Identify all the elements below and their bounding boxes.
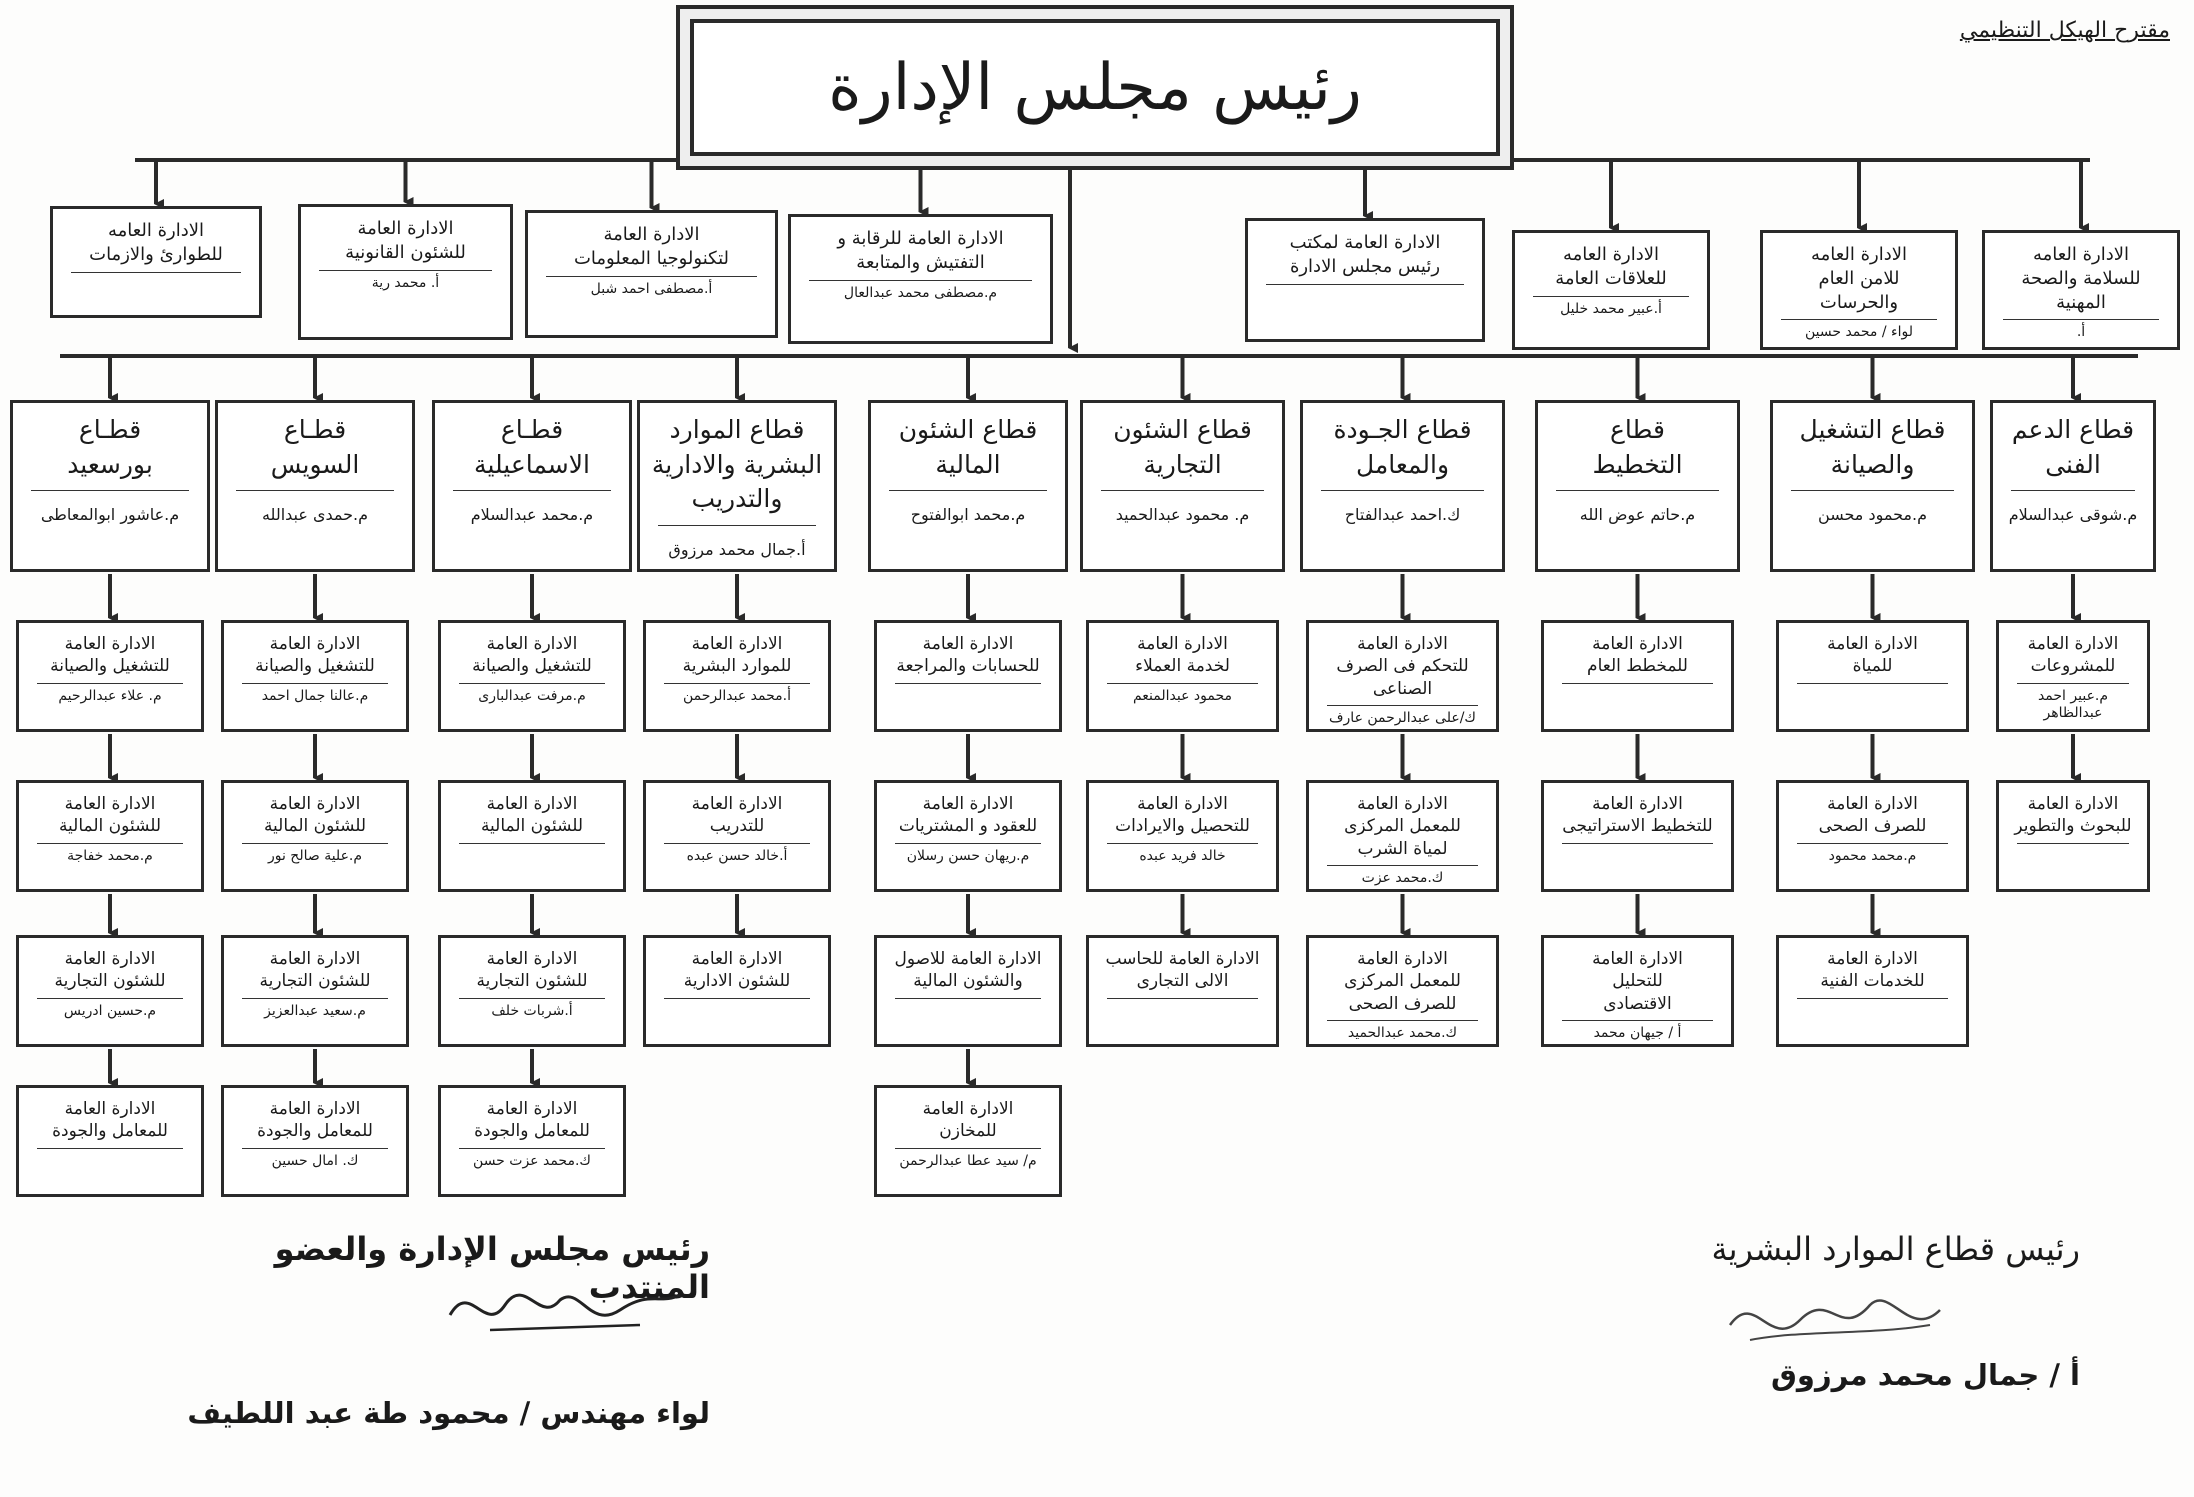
sector-7-title: قطاع الموارد البشرية والادارية والتدريب (651, 415, 823, 513)
sector-5 (1080, 400, 1285, 572)
sector-8-head: م.محمد عبدالسلام (470, 505, 594, 524)
sector-3-unit-3-title: الادارة العامة للتحليل الاقتصادى (1592, 949, 1683, 1014)
sector-1-title: قطاع الدعم الفنى (2011, 415, 2135, 479)
sector-8-unit-3-person: أ.شربات خلف (491, 1002, 573, 1019)
sector-6-unit-2-divider (895, 843, 1041, 844)
department-6 (525, 210, 778, 338)
signature-right-scribble (1720, 1280, 1950, 1360)
department-8 (50, 206, 262, 318)
department-6-divider (546, 276, 757, 277)
department-1-title: الادارة العامه للسلامة والصحة المهنية (2021, 244, 2141, 313)
sector-1-unit-2-divider (2017, 843, 2129, 844)
sector-3-unit-1 (1541, 620, 1734, 732)
sector-4-unit-2 (1306, 780, 1499, 892)
sector-5-unit-2-person: خالد فريد عبده (1139, 847, 1226, 864)
sector-3-unit-1-divider (1562, 683, 1713, 684)
department-5-person: م.مصطفى محمد عبدالعال (843, 284, 998, 301)
sector-2-unit-1-title: الادارة العامة للمياة (1827, 634, 1918, 677)
sector-6-unit-2-title: الادارة العامة للعقود و المشتريات (898, 794, 1038, 837)
sector-8 (432, 400, 632, 572)
sector-5-divider (1101, 490, 1264, 491)
sector-6-unit-1 (874, 620, 1062, 732)
sector-6-unit-2 (874, 780, 1062, 892)
sector-9-title: قطـاع السويس (270, 415, 360, 479)
department-1-person: أ. (2076, 324, 2086, 341)
sector-9-unit-3-title: الادارة العامة للشئون التجارية (259, 949, 371, 992)
sector-4-unit-3-title: الادارة العامة للمعمل المركزى للصرف الصحى (1344, 949, 1461, 1014)
sector-3-head: م.حاتم عوض الله (1579, 505, 1696, 524)
sector-10-unit-4 (16, 1085, 204, 1197)
sector-9-unit-2 (221, 780, 409, 892)
sector-8-unit-3 (438, 935, 626, 1047)
sector-7-unit-1 (643, 620, 831, 732)
sector-3-unit-2-title: الادارة العامة للتخطيط الاستراتيجى (1562, 794, 1713, 837)
sector-6-unit-4-person: م/ سيد عطا عبدالرحمن (899, 1152, 1037, 1169)
sector-7-unit-3-divider (664, 998, 810, 999)
sector-9-unit-4-title: الادارة العامة للمعامل والجودة (257, 1099, 373, 1142)
sector-1-unit-1 (1996, 620, 2150, 732)
department-7-person: أ. محمد رية (371, 274, 440, 291)
sector-10-unit-3-person: م.حسين ادريس (63, 1002, 157, 1019)
sector-9-unit-4-person: ك. امال حسين (271, 1152, 359, 1169)
sector-6-unit-2-person: م.ريهان حسن رسلان (906, 847, 1030, 864)
sector-5-head: م. محمود عبدالحميد (1115, 505, 1250, 524)
sector-10-unit-1-title: الادارة العامة للتشغيل والصيانة (50, 634, 170, 677)
sector-1-unit-1-title: الادارة العامة للمشروعات (2027, 634, 2119, 677)
sector-4-unit-3 (1306, 935, 1499, 1047)
sector-9-unit-2-person: م.علية صالح نور (267, 847, 363, 864)
sector-4-unit-3-divider (1327, 1020, 1478, 1021)
sector-5-unit-2 (1086, 780, 1279, 892)
sector-2-unit-3-divider (1797, 998, 1948, 999)
sector-4-unit-1-divider (1327, 705, 1478, 706)
sector-5-unit-2-title: الادارة العامة للتحصيل والايرادات (1115, 794, 1250, 837)
department-7-divider (319, 270, 492, 271)
sector-8-unit-2-divider (459, 843, 605, 844)
sector-2-unit-3-title: الادارة العامة للخدمات الفنية (1820, 949, 1925, 992)
sector-10-unit-3 (16, 935, 204, 1047)
sector-10-divider (31, 490, 189, 491)
department-8-divider (71, 272, 241, 273)
sector-6-divider (889, 490, 1047, 491)
sector-2-head: م.محمود محسن (1818, 505, 1927, 524)
sector-2-unit-1 (1776, 620, 1969, 732)
sector-10-head: م.عاشور ابوالمعاطى (40, 505, 180, 524)
sector-1-unit-1-person: م.عبير احمد عبدالظاهر (2037, 687, 2109, 721)
sector-8-title: قطـاع الاسماعيلية (474, 415, 590, 479)
signature-right-name: أ / جمال محمد مرزوق (1770, 1358, 2080, 1392)
sector-10-unit-2 (16, 780, 204, 892)
department-3-person: أ.عبير محمد خليل (1560, 300, 1662, 317)
sector-1-unit-2 (1996, 780, 2150, 892)
sector-8-unit-4-title: الادارة العامة للمعامل والجودة (474, 1099, 590, 1142)
signature-block-left (150, 1230, 710, 1430)
sector-10-unit-1 (16, 620, 204, 732)
sector-7-unit-2-person: أ.خالد حسن عبده (686, 847, 788, 864)
sector-6-unit-1-divider (895, 683, 1041, 684)
sector-3-unit-3 (1541, 935, 1734, 1047)
sector-7-unit-3-title: الادارة العامة للشئون الادارية (683, 949, 791, 992)
sector-6-unit-4-divider (895, 1148, 1041, 1149)
sector-7 (637, 400, 837, 572)
sector-8-unit-3-divider (459, 998, 605, 999)
sector-2 (1770, 400, 1975, 572)
sector-5-unit-2-divider (1107, 843, 1258, 844)
sector-5-unit-1-person: محمود عبدالمنعم (1132, 687, 1233, 704)
department-5-title: الادارة العامة للرقابة و التفتيش والمتابعة (837, 228, 1004, 273)
sector-10-unit-1-person: م. علاء عبدالرحيم (58, 687, 162, 704)
department-5-divider (809, 280, 1032, 281)
sector-8-unit-4-person: ك.محمد عزت حسن (473, 1152, 591, 1169)
signature-right-role: رئيس قطاع الموارد البشرية (1711, 1230, 2080, 1268)
sector-6-head: م.محمد ابوالفتوح (910, 505, 1026, 524)
sector-4-head: ك.احمد عبدالفتاح (1344, 505, 1461, 524)
sector-10-title: قطـاع بورسعيد (67, 415, 153, 479)
department-3-divider (1533, 296, 1689, 297)
department-8-title: الادارة العامه للطوارئ والازمات (89, 220, 223, 265)
department-7 (298, 204, 513, 340)
sector-8-unit-1 (438, 620, 626, 732)
sector-2-divider (1791, 490, 1954, 491)
sector-7-unit-2 (643, 780, 831, 892)
sector-10-unit-3-divider (37, 998, 183, 999)
sector-4-unit-1-person: ك/على عبدالرحمن عارف (1329, 710, 1476, 727)
sector-9-unit-1-person: م.عالنا جمال احمد (261, 687, 369, 704)
department-2-person: لواء / محمد حسين (1804, 324, 1914, 341)
sector-8-unit-2-title: الادارة العامة للشئون المالية (480, 794, 584, 837)
sector-8-unit-1-title: الادارة العامة للتشغيل والصيانة (472, 634, 592, 677)
sector-8-unit-4-divider (459, 1148, 605, 1149)
sector-4-unit-2-title: الادارة العامة للمعمل المركزى لمياة الشرب (1344, 794, 1461, 859)
department-5 (788, 214, 1053, 344)
sector-6-title: قطاع الشئون المالية (898, 415, 1038, 479)
department-1 (1982, 230, 2180, 350)
sector-5-unit-1-title: الادارة العامة لخدمة العملاء (1135, 634, 1230, 677)
sector-9-unit-4-divider (242, 1148, 388, 1149)
sector-10 (10, 400, 210, 572)
sector-6-unit-3 (874, 935, 1062, 1047)
sector-6 (868, 400, 1068, 572)
sector-5-unit-3-divider (1107, 998, 1258, 999)
sector-4-unit-1-title: الادارة العامة للتحكم فى الصرف الصناعى (1336, 634, 1469, 699)
chart-caption: مقترح الهيكل التنظيمي (1959, 18, 2170, 43)
sector-2-unit-2-person: م.محمد محمود (1828, 847, 1917, 864)
department-6-title: الادارة العامة لتكنولوجيا المعلومات (573, 224, 730, 269)
sector-6-unit-4 (874, 1085, 1062, 1197)
sector-1 (1990, 400, 2156, 572)
sector-6-unit-4-title: الادارة العامة للمخازن (922, 1099, 1014, 1142)
department-6-person: أ.مصطفى احمد شبل (590, 280, 713, 297)
sector-1-unit-1-divider (2017, 683, 2129, 684)
sector-1-unit-2-title: الادارة العامة للبحوث والتطوير (2014, 794, 2132, 837)
sector-8-unit-3-title: الادارة العامة للشئون التجارية (476, 949, 588, 992)
sector-3-divider (1556, 490, 1719, 491)
sector-4-unit-2-person: ك.محمد عزت (1361, 870, 1444, 887)
department-7-title: الادارة العامة للشئون القانونية (345, 218, 466, 263)
department-1-divider (2003, 319, 2159, 320)
sector-10-unit-4-title: الادارة العامة للمعامل والجودة (52, 1099, 168, 1142)
sector-1-head: م.شوقى عبدالسلام (2008, 505, 2138, 524)
sector-2-unit-1-divider (1797, 683, 1948, 684)
sector-4-title: قطاع الجـودة والمعامل (1333, 415, 1472, 479)
sector-8-unit-1-divider (459, 683, 605, 684)
sector-9-unit-1-title: الادارة العامة للتشغيل والصيانة (255, 634, 375, 677)
sector-6-unit-1-title: الادارة العامة للحسابات والمراجعة (896, 634, 1040, 677)
sector-9-head: م.حمدى عبدالله (261, 505, 369, 524)
sector-4 (1300, 400, 1505, 572)
sector-10-unit-3-title: الادارة العامة للشئون التجارية (54, 949, 166, 992)
department-3 (1512, 230, 1710, 350)
sector-5-unit-3 (1086, 935, 1279, 1047)
sector-7-unit-2-title: الادارة العامة للتدريب (691, 794, 783, 837)
sector-9-unit-3-person: م.سعيد عبدالعزيز (264, 1002, 366, 1019)
sector-5-unit-1 (1086, 620, 1279, 732)
department-4 (1245, 218, 1485, 342)
department-3-title: الادارة العامه للعلاقات العامة (1555, 244, 1667, 289)
department-4-divider (1266, 284, 1464, 285)
sector-4-unit-1 (1306, 620, 1499, 732)
sector-7-head: أ.جمال محمد مرزوق (668, 539, 806, 559)
sector-1-divider (2011, 490, 2135, 491)
sector-3-unit-3-person: أ / جيهان محمد (1593, 1025, 1682, 1042)
sector-7-unit-1-title: الادارة العامة للموارد البشرية (682, 634, 792, 677)
sector-4-divider (1321, 490, 1484, 491)
chairman-title: رئيس مجلس الإدارة (690, 19, 1500, 156)
sector-9-unit-3 (221, 935, 409, 1047)
sector-2-unit-2-divider (1797, 843, 1948, 844)
sector-2-unit-2-title: الادارة العامة للصرف الصحى (1818, 794, 1927, 837)
sector-9-unit-3-divider (242, 998, 388, 999)
signature-left-role: رئيس مجلس الإدارة والعضو المنتدب (274, 1230, 710, 1306)
sector-10-unit-2-person: م.محمد خفاجة (67, 847, 153, 864)
sector-3 (1535, 400, 1740, 572)
sector-9-unit-1 (221, 620, 409, 732)
sector-10-unit-2-divider (37, 843, 183, 844)
sector-8-unit-1-person: م.مرفت عبدالبارى (478, 687, 586, 704)
sector-10-unit-2-title: الادارة العامة للشئون المالية (58, 794, 162, 837)
sector-6-unit-3-title: الادارة العامة للاصول والشئون المالية (894, 949, 1042, 992)
sector-8-unit-2 (438, 780, 626, 892)
sector-2-unit-2 (1776, 780, 1969, 892)
sector-5-unit-3-title: الادارة العامة للحاسب الالى التجارى (1105, 949, 1260, 992)
sector-7-unit-2-divider (664, 843, 810, 844)
department-4-title: الادارة العامة لمكتب رئيس مجلس الادارة (1289, 232, 1441, 277)
sector-4-unit-3-person: ك.محمد عبدالحميد (1347, 1025, 1458, 1042)
sector-3-unit-3-divider (1562, 1020, 1713, 1021)
sector-6-unit-3-divider (895, 998, 1041, 999)
sector-9-divider (236, 490, 394, 491)
department-2-title: الادارة العامه للامن العام والحرسات (1810, 244, 1908, 313)
sector-9-unit-4 (221, 1085, 409, 1197)
department-2 (1760, 230, 1958, 350)
department-2-divider (1781, 319, 1937, 320)
sector-9 (215, 400, 415, 572)
sector-4-unit-2-divider (1327, 865, 1478, 866)
chairman-box (676, 5, 1514, 170)
sector-7-unit-1-person: أ.محمد عبدالرحمن (683, 687, 791, 704)
sector-7-divider (658, 525, 816, 526)
sector-7-unit-3 (643, 935, 831, 1047)
sector-9-unit-2-title: الادارة العامة للشئون المالية (263, 794, 367, 837)
sector-7-unit-1-divider (664, 683, 810, 684)
signature-left-scribble (430, 1275, 690, 1345)
sector-5-unit-1-divider (1107, 683, 1258, 684)
sector-2-unit-3 (1776, 935, 1969, 1047)
sector-2-title: قطاع التشغيل والصيانة (1799, 415, 1946, 479)
sector-10-unit-1-divider (37, 683, 183, 684)
sector-3-unit-2-divider (1562, 843, 1713, 844)
sector-8-divider (453, 490, 611, 491)
sector-3-unit-1-title: الادارة العامة للمخطط العام (1587, 634, 1688, 677)
signature-left-name: لواء مهندس / محمود طة عبد اللطيف (187, 1396, 710, 1430)
sector-9-unit-2-divider (242, 843, 388, 844)
sector-3-unit-2 (1541, 780, 1734, 892)
sector-10-unit-4-divider (37, 1148, 183, 1149)
sector-3-title: قطاع التخطيط (1592, 415, 1683, 479)
sector-8-unit-4 (438, 1085, 626, 1197)
sector-9-unit-1-divider (242, 683, 388, 684)
signature-block-right (1700, 1230, 2080, 1392)
sector-5-title: قطاع الشئون التجارية (1113, 415, 1252, 479)
